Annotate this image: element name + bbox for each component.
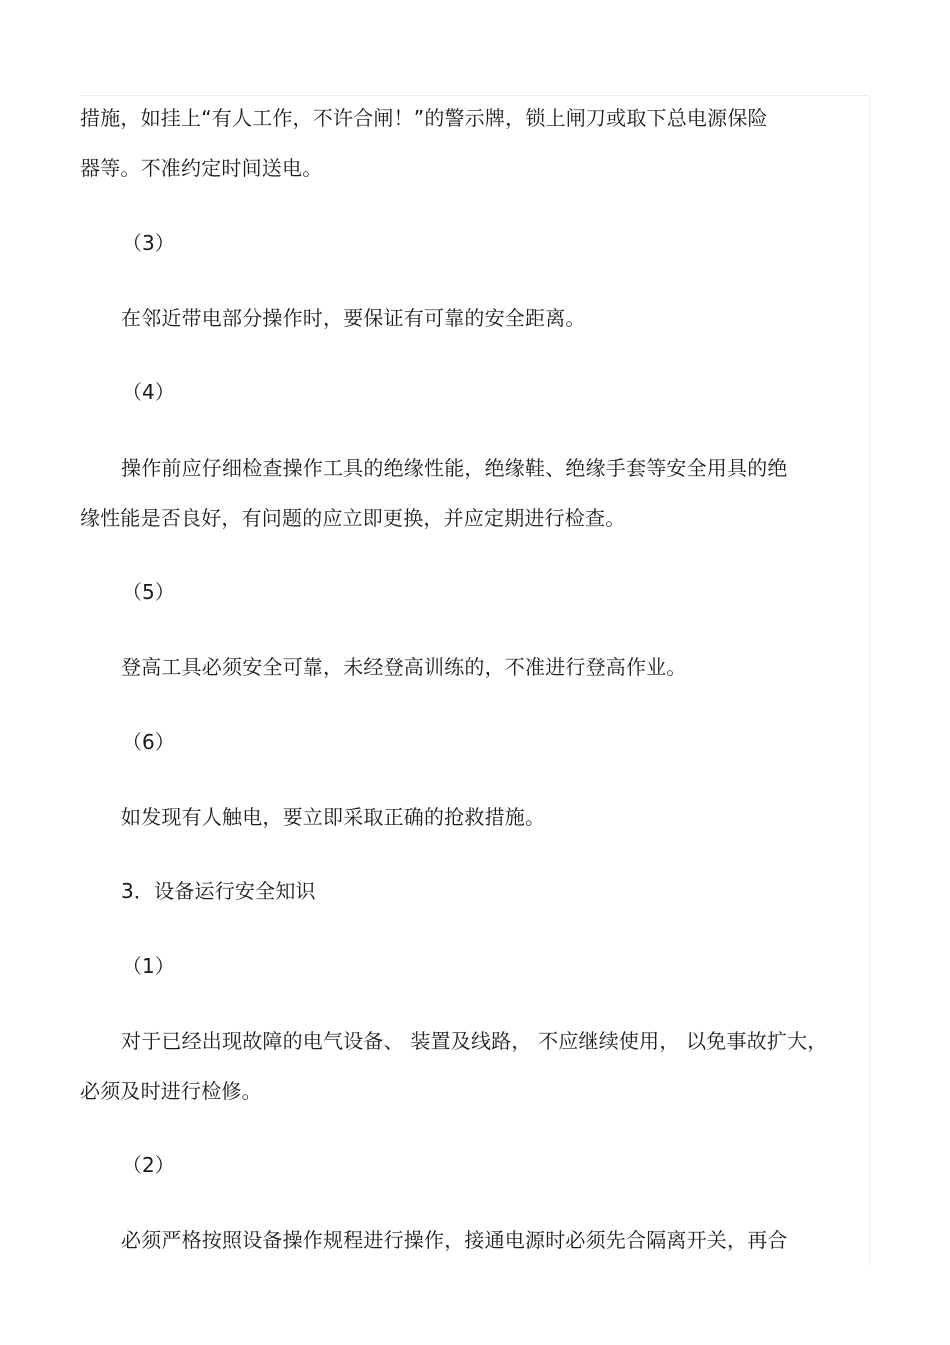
page-border-right xyxy=(869,95,870,1265)
page-border-top xyxy=(80,95,870,96)
item-number: （4） xyxy=(122,380,175,404)
paragraph-line: 对于已经出现故障的电气设备、 装置及线路， 不应继续使用， 以免事故扩大， xyxy=(121,1029,828,1053)
paragraph-line: 缘性能是否良好，有问题的应立即更换，并应定期进行检查。 xyxy=(80,506,626,530)
paragraph-line: 器等。不准约定时间送电。 xyxy=(80,156,323,180)
paragraph-line: 必须及时进行检修。 xyxy=(80,1079,262,1103)
item-number: （1） xyxy=(122,954,175,978)
paragraph-line: 操作前应仔细检查操作工具的绝缘性能，绝缘鞋、绝缘手套等安全用具的绝 xyxy=(121,456,788,480)
item-number: （3） xyxy=(122,231,175,255)
paragraph-line: 如发现有人触电，要立即采取正确的抢救措施。 xyxy=(121,805,546,829)
paragraph-line: 在邻近带电部分操作时，要保证有可靠的安全距离。 xyxy=(121,306,586,330)
paragraph-line: 必须严格按照设备操作规程进行操作，接通电源时必须先合隔离开关，再合 xyxy=(121,1228,788,1252)
paragraph-line: 措施，如挂上“有人工作，不许合闸！”的警示牌，锁上闸刀或取下总电源保险 xyxy=(80,106,768,130)
section-heading: 3．设备运行安全知识 xyxy=(121,879,316,903)
item-number: （6） xyxy=(122,730,175,754)
item-number: （5） xyxy=(122,580,175,604)
paragraph-line: 登高工具必须安全可靠，未经登高训练的，不准进行登高作业。 xyxy=(121,655,687,679)
item-number: （2） xyxy=(122,1153,175,1177)
